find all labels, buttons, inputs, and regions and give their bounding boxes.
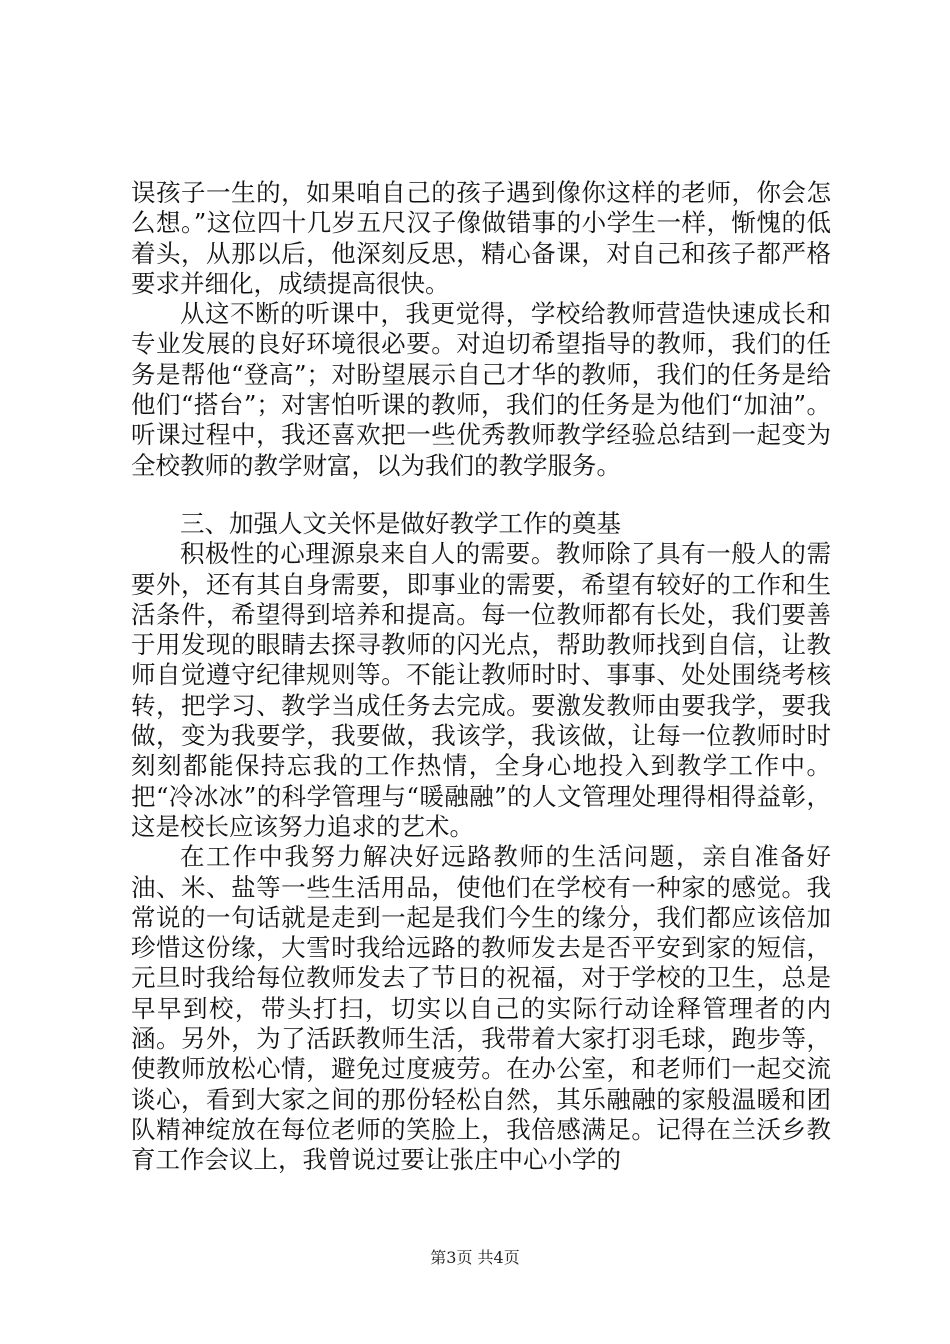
document-body xyxy=(131,178,831,1176)
paragraph-care: 在工作中我努力解决好远路教师的生活问题，亲自准备好油、米、盐等一些生活用品，使他们在学校有一种家的感觉。我常说的一句话就是走到一起是我们今生的缘分，我们都应该倍加珍惜这份缘，大雪时我给远路的教师发去是否平安到家的短信，元旦时我给每位教师发去了节日的祝福，对于学校的卫生，总是早早到校，带头打扫，切实以自己的实际行动诠释管理者的内涵。另外，为了活跃教师生活，我带着大家打羽毛球，跑步等，使教师放松心情，避免过度疲劳。在办公室，和老师们一起交流谈心，看到大家之间的那份轻松自然，其乐融融的家般温暖和团队精神绽放在每位老师的笑脸上，我倍感满足。记得在兰沃乡教育工作会议上，我曾说过要让张庄中心小学的 xyxy=(131,842,831,1175)
paragraph-listening-class: 从这不断的听课中，我更觉得，学校给教师营造快速成长和专业发展的良好环境很必要。对迫切希望指导的教师，我们的任务是帮他“登高”；对盼望展示自己才华的教师，我们的任务是给他们“搭台”；对害怕听课的教师，我们的任务是为他们“加油”。听课过程中，我还喜欢把一些优秀教师教学经验总结到一起变为全校教师的教学财富，以为我们的教学服务。 xyxy=(131,299,831,480)
paragraph-continuation: 误孩子一生的，如果咱自己的孩子遇到像你这样的老师，你会怎么想。”这位四十几岁五尺汉子像做错事的小学生一样，惭愧的低着头，从那以后，他深刻反思，精心备课，对自己和孩子都严格要求并细化，成绩提高很快。 xyxy=(131,178,831,298)
page-footer: 第3页 共4页 xyxy=(430,1248,520,1267)
section-heading: 三、加强人文关怀是做好教学工作的奠基 xyxy=(180,508,621,538)
paragraph-motivation: 积极性的心理源泉来自人的需要。教师除了具有一般人的需要外，还有其自身需要，即事业的需要，希望有较好的工作和生活条件，希望得到培养和提高。每一位教师都有长处，我们要善于用发现的眼睛去探寻教师的闪光点，帮助教师找到自信，让教师自觉遵守纪律规则等。不能让教师时时、事事、处处围绕考核转，把学习、教学当成任务去完成。要激发教师由要我学，要我做，变为我要学，我要做，我该学，我该做，让每一位教师时时刻刻都能保持忘我的工作热情，全身心地投入到教学工作中。把“冷冰冰”的科学管理与“暖融融”的人文管理处理得相得益彰，这是校长应该努力追求的艺术。 xyxy=(131,539,831,841)
